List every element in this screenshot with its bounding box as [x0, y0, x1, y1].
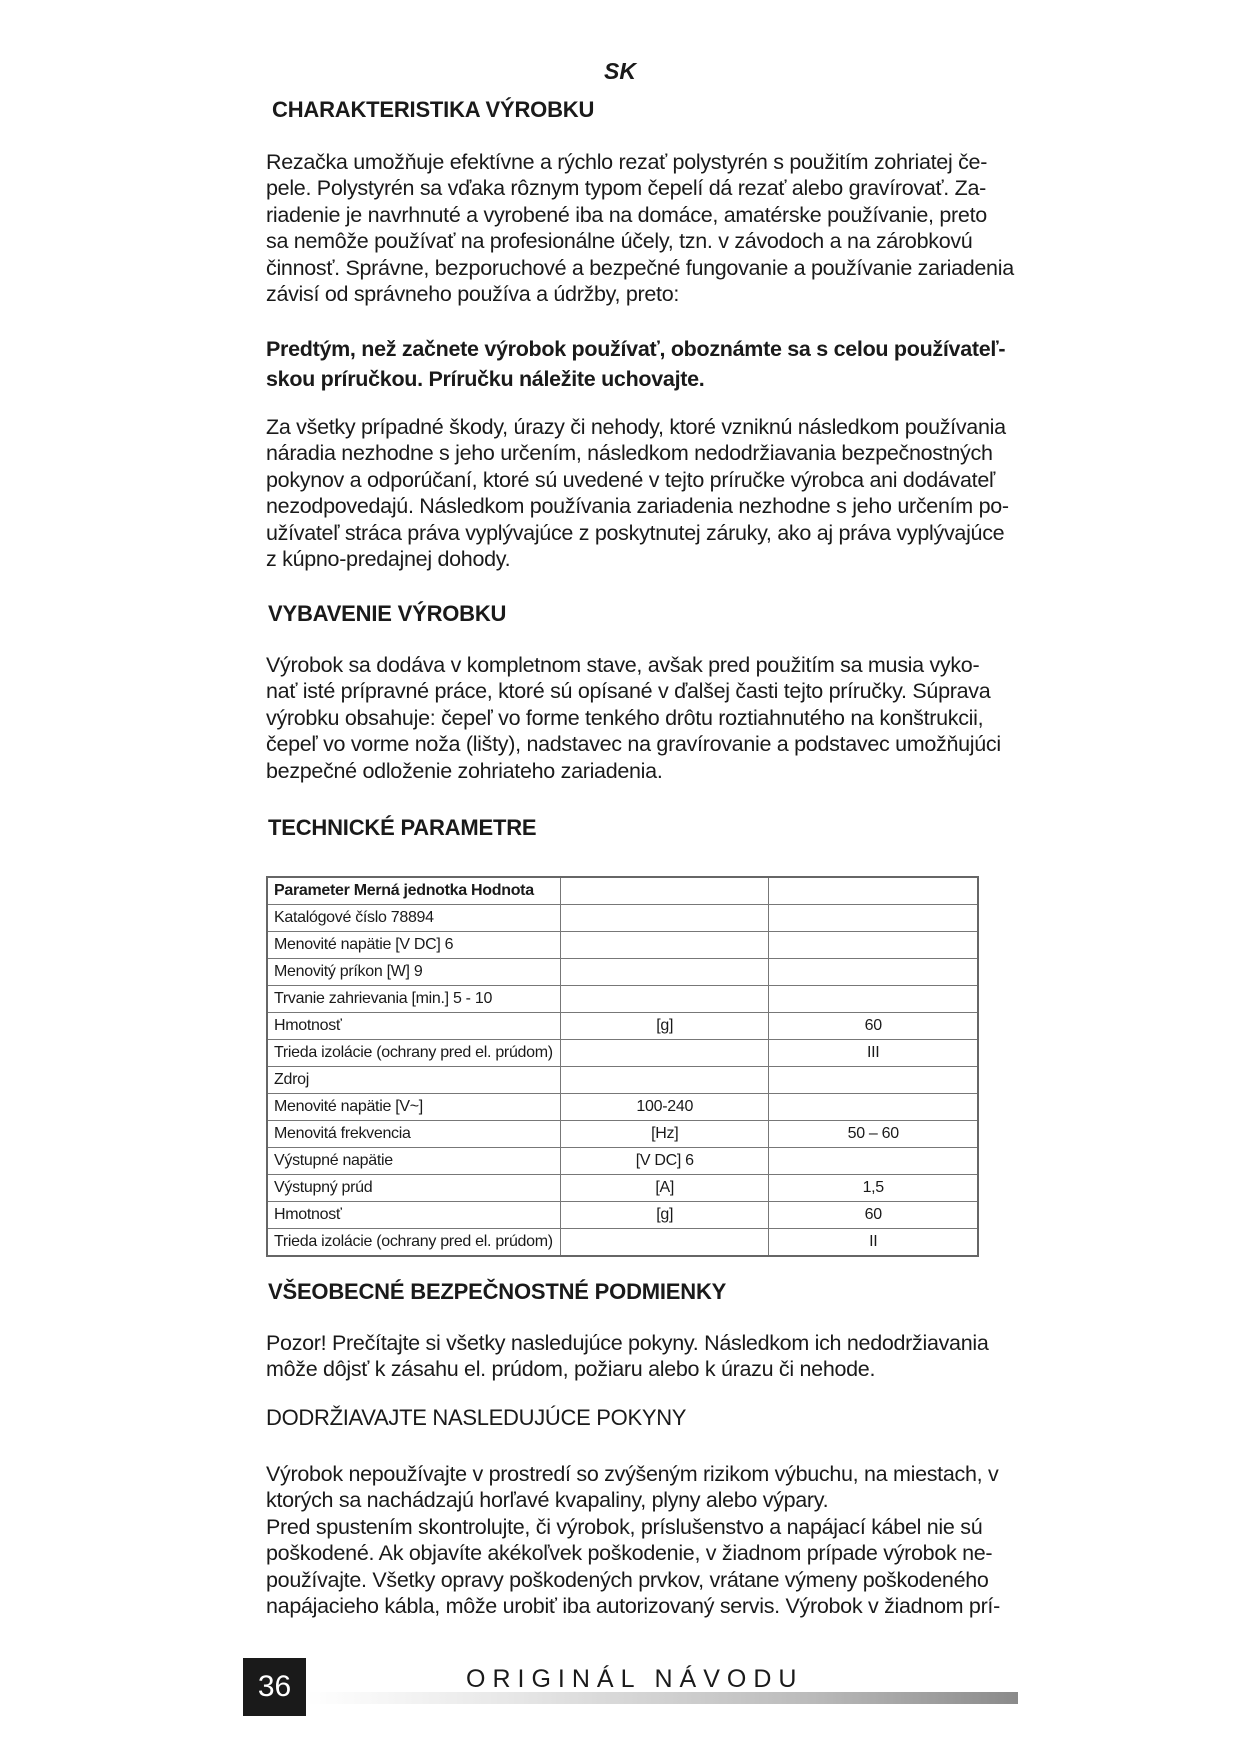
table-cell	[560, 959, 769, 986]
text-line: užívateľ stráca práva vyplývajúce z poskytnutej záruky, ako aj práva vyplývajúce	[266, 520, 1005, 545]
text-line: poškodené. Ak objavíte akékoľvek poškodenie, v žiadnom prípade výrobok ne-	[266, 1541, 993, 1566]
text-line: činnosť. Správne, bezporuchové a bezpečné fungovanie a používanie zariadenia	[266, 255, 1014, 280]
table-cell: Hmotnosť	[267, 1202, 560, 1229]
table-cell: Menovité napätie [V DC] 6	[267, 932, 560, 959]
text-line: napájacieho kábla, môže urobiť iba autorizovaný servis. Výrobok v žiadnom prí-	[266, 1594, 1000, 1619]
table-cell: 60	[769, 1202, 978, 1229]
text-line: nezodpovedajú. Následkom používania zariadenia nezhodne s jeho určením po-	[266, 494, 1009, 519]
heading-technical-parameters: TECHNICKÉ PARAMETRE	[268, 815, 537, 840]
text-line: z kúpno-predajnej dohody.	[266, 547, 511, 572]
text-line: Predtým, než začnete výrobok používať, oboznámte sa s celou používateľ-	[266, 337, 1006, 361]
table-row	[267, 1094, 978, 1121]
text-line: môže dôjsť k zásahu el. prúdom, požiaru alebo k úrazu či nehode.	[266, 1357, 876, 1382]
paragraph-safety-instructions	[266, 1461, 1000, 1619]
text-line: sa nemôže používať na profesionálne účely, tzn. v závodoch a na zárobkovú	[266, 229, 973, 254]
table-row	[267, 1067, 978, 1094]
table-row	[267, 1229, 978, 1257]
text-line: výrobku obsahuje: čepeľ vo forme tenkého drôtu roztiahnutého na konštrukcii,	[266, 705, 984, 730]
table-cell: [Hz]	[560, 1121, 769, 1148]
text-line: Pozor! Prečítajte si všetky nasledujúce pokyny. Následkom ich nedodržiavania	[266, 1331, 989, 1355]
text-line: bezpečné odloženie zohriateho zariadenia.	[266, 758, 663, 783]
table-cell	[769, 932, 978, 959]
table-row	[267, 1148, 978, 1175]
text-line: náradia nezhodne s jeho určením, následkom nedodržiavania bezpečnostných	[266, 441, 993, 466]
text-line: Za všetky prípadné škody, úrazy či nehody, ktoré vzniknú následkom používania	[266, 415, 1006, 439]
text-line: Výrobok sa dodáva v kompletnom stave, avšak pred použitím sa musia vyko-	[266, 653, 980, 677]
text-line: Výrobok nepoužívajte v prostredí so zvýšeným rizikom výbuchu, na miestach, v	[266, 1462, 999, 1486]
table-cell	[769, 959, 978, 986]
table-cell: 1,5	[769, 1175, 978, 1202]
table-cell	[769, 877, 978, 905]
table-cell: 50 – 60	[769, 1121, 978, 1148]
text-line: skou príručkou. Príručku náležite uchovajte.	[266, 367, 705, 391]
table-cell: III	[769, 1040, 978, 1067]
table-cell: Parameter Merná jednotka Hodnota	[267, 877, 560, 905]
table-cell: Menovitý príkon [W] 9	[267, 959, 560, 986]
table-cell	[560, 1229, 769, 1257]
table-row	[267, 1202, 978, 1229]
language-label: SK	[604, 58, 636, 84]
table-cell: [g]	[560, 1202, 769, 1229]
table-cell: Trvanie zahrievania [min.] 5 - 10	[267, 986, 560, 1013]
text-line: čepeľ vo vorme noža (lišty), nadstavec na gravírovanie a podstavec umožňujúci	[266, 732, 1001, 757]
table-cell	[560, 1040, 769, 1067]
table-cell: II	[769, 1229, 978, 1257]
table-cell: Výstupné napätie	[267, 1148, 560, 1175]
table-cell	[560, 986, 769, 1013]
table-row	[267, 1121, 978, 1148]
table-cell	[769, 1094, 978, 1121]
table-cell: Katalógové číslo 78894	[267, 905, 560, 932]
table-cell	[560, 1067, 769, 1094]
table-row	[267, 932, 978, 959]
text-line: riadenie je navrhnuté a vyrobené iba na domáce, amatérske používanie, preto	[266, 202, 987, 227]
table-cell: [g]	[560, 1013, 769, 1040]
table-cell: 60	[769, 1013, 978, 1040]
heading-safety: VŠEOBECNÉ BEZPEČNOSTNÉ PODMIENKY	[268, 1279, 727, 1304]
table-cell	[769, 905, 978, 932]
table-row	[267, 959, 978, 986]
table-cell	[560, 932, 769, 959]
table-cell: Menovité napätie [V~]	[267, 1094, 560, 1121]
table-cell: Trieda izolácie (ochrany pred el. prúdom)	[267, 1040, 560, 1067]
table-cell	[769, 1148, 978, 1175]
table-cell: Zdroj	[267, 1067, 560, 1094]
text-line: ktorých sa nachádzajú horľavé kvapaliny, plyny alebo výpary.	[266, 1488, 829, 1513]
text-line: nať isté prípravné práce, ktoré sú opísané v ďalšej časti tejto príručky. Súprava	[266, 679, 991, 704]
table-row	[267, 1013, 978, 1040]
footer-title: ORIGINÁL NÁVODU	[466, 1665, 804, 1693]
heading-equipment: VYBAVENIE VÝROBKU	[268, 601, 507, 626]
text-line: pele. Polystyrén sa vďaka rôznym typom čepelí dá rezať alebo gravírovať. Za-	[266, 176, 986, 201]
page-number: 36	[243, 1658, 306, 1716]
table-cell: Výstupný prúd	[267, 1175, 560, 1202]
table-cell: 100-240	[560, 1094, 769, 1121]
paragraph-liability	[266, 414, 1009, 572]
paragraph-equipment	[266, 652, 1001, 784]
table-row	[267, 986, 978, 1013]
text-line: závisí od správneho používa a údržby, preto:	[266, 282, 680, 307]
paragraph-intro	[266, 149, 1014, 307]
paragraph-safety-warning	[266, 1330, 989, 1383]
text-line: Rezačka umožňuje efektívne a rýchlo rezať polystyrén s použitím zohriatej če-	[266, 150, 988, 174]
table-cell: [V DC] 6	[560, 1148, 769, 1175]
text-line: Pred spustením skontrolujte, či výrobok, príslušenstvo a napájací kábel nie sú	[266, 1514, 983, 1539]
text-line: používajte. Všetky opravy poškodených prvkov, vrátane výmeny poškodeného	[266, 1567, 989, 1592]
table-cell	[560, 877, 769, 905]
heading-characteristics: CHARAKTERISTIKA VÝROBKU	[272, 97, 595, 122]
table-row	[267, 1175, 978, 1202]
table-header-row	[267, 877, 978, 905]
text-line: pokynov a odporúčaní, ktoré sú uvedené v tejto príručke výrobca ani dodávateľ	[266, 467, 995, 492]
table-cell: [A]	[560, 1175, 769, 1202]
table-cell: Trieda izolácie (ochrany pred el. prúdom)	[267, 1229, 560, 1257]
table-row	[267, 905, 978, 932]
table-cell: Menovitá frekvencia	[267, 1121, 560, 1148]
table-cell	[769, 986, 978, 1013]
table-cell: Hmotnosť	[267, 1013, 560, 1040]
instructions-subheading: DODRŽIAVAJTE NASLEDUJÚCE POKYNY	[266, 1405, 687, 1430]
paragraph-warning	[266, 334, 1006, 394]
table-row	[267, 1040, 978, 1067]
table-cell	[769, 1067, 978, 1094]
technical-parameters-table	[266, 876, 979, 1257]
table-cell	[560, 905, 769, 932]
